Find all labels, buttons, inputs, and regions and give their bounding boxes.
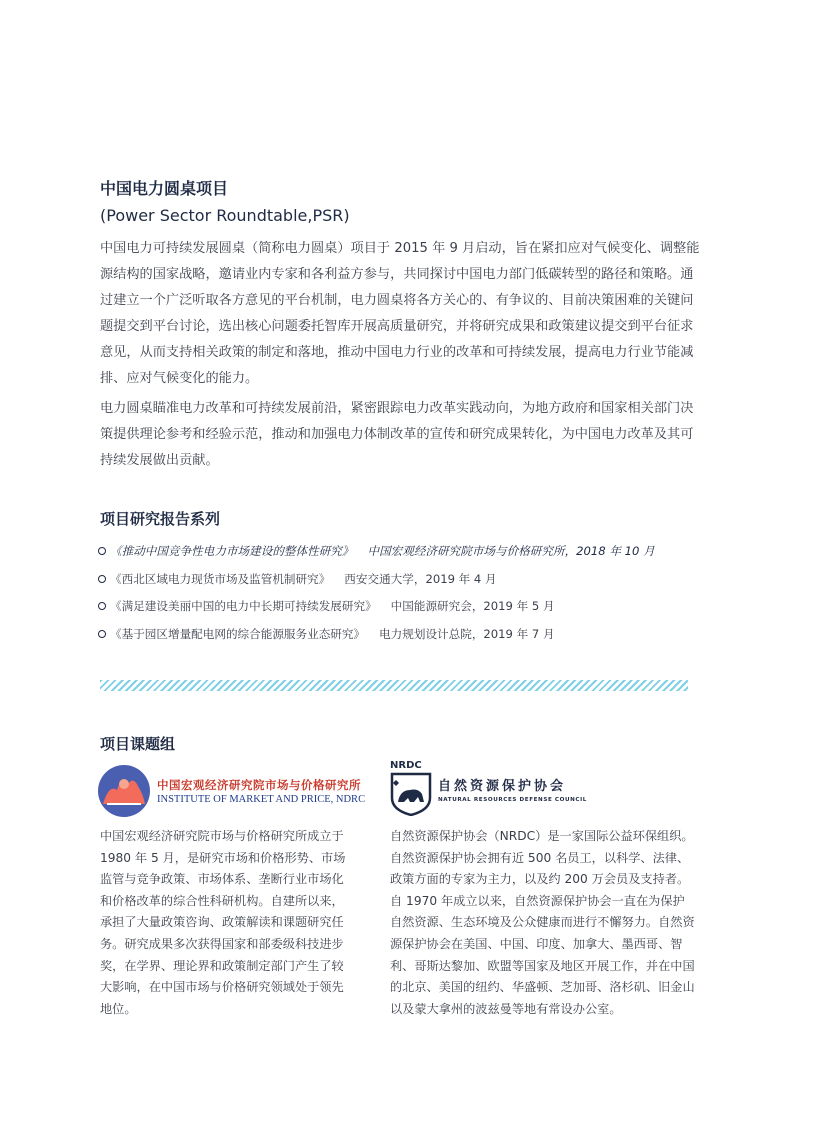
circle-bullet-icon [98,630,106,638]
nrdc-logo-name-en: NATURAL RESOURCES DEFENSE COUNCIL [438,797,587,803]
nrdc-logo-name-cn: 自然资源保护协会 [438,779,567,794]
institute-description: 中国宏观经济研究院市场与价格研究所成立于 1980 年 5 月，是研究市场和价格形势、市场监管与竞争政策、市场体系、垄断行业市场化和价格改革的综合性科研机构。自建所以来，承担了大量政策咨询、政策解读和课题研究任务。研究成果多次获得国家和部委级科技进步奖，在学界、理论界和政策制定部门产生了较大影响，在中国市场与价格研究领域处于领先地位。 [100,829,346,1016]
circle-bullet-icon [98,547,106,555]
page-title: 中国电力圆桌项目 [100,179,229,198]
circle-bullet-icon [98,602,106,610]
nrdc-description: 自然资源保护协会（NRDC）是一家国际公益环保组织。自然资源保护协会拥有近 500 名员工，以科学、法律、政策方面的专家为主力，以及约 200 万会员及支持者。自 1970 年成立以来，自然资源保护协会一直在为保护自然资源、生态环境及公众健康而进行不懈努力。自然资源保护协会在美国、中国、印度、加拿大、墨西哥、智利、哥斯达黎加、欧盟等国家及地区开展工作，并在中国的北京、美国的纽约、华盛顿、芝加哥、洛杉矶、旧金山以及蒙大拿州的波兹曼等地有常设办公室。 [390,829,695,1016]
report-title: 《满足建设美丽中国的电力中长期可持续发展研究》 [110,599,377,613]
report-item [98,626,555,642]
report-title: 《推动中国竞争性电力市场建设的整体性研究》 [110,544,354,558]
reports-heading: 项目研究报告系列 [100,510,221,528]
report-title: 《西北区域电力现货市场及监管机制研究》 [110,572,331,586]
polar-bear-shield-icon [390,772,432,816]
goal-paragraph: 电力圆桌瞄准电力改革和可持续发展前沿，紧密跟踪电力改革实践动向，为地方政府和国家相关部门决策提供理论参考和经验示范，推动和加强电力体制改革的宣传和研究成果转化，为中国电力改革及其可持续发展做出贡献。 [100,401,694,468]
report-publisher: 中国能源研究会，2019 年 5 月 [390,599,555,613]
teams-heading: 项目课题组 [100,735,176,753]
report-item [98,598,555,614]
page-subtitle: (Power Sector Roundtable,PSR) [100,206,350,225]
institute-logo-name-en: INSTITUTE OF MARKET AND PRICE, NDRC [157,794,366,805]
institute-logo-name-cn: 中国宏观经济研究院市场与价格研究所 [157,778,361,792]
hatched-divider [100,680,688,691]
circle-bullet-icon [98,575,106,583]
intro-paragraph: 中国电力可持续发展圆桌（简称电力圆桌）项目于 2015 年 9 月启动，旨在紧扣应对气候变化、调整能源结构的国家战略，邀请业内专家和各利益方参与，共同探讨中国电力部门低碳转型的路径和策略。通过建立一个广泛听取各方意见的平台机制，电力圆桌将各方关心的、有争议的、目前决策困难的关键问题提交到平台讨论，选出核心问题委托智库开展高质量研究，并将研究成果和政策建议提交到平台征求意见，从而支持相关政策的制定和落地，推动中国电力行业的改革和可持续发展，提高电力行业节能减排、应对气候变化的能力。 [100,241,700,386]
report-title: 《基于园区增量配电网的综合能源服务业态研究》 [110,627,366,641]
report-publisher: 西安交通大学，2019 年 4 月 [344,572,497,586]
report-item [98,571,497,587]
report-item [98,543,655,559]
institute-logo-icon [97,764,151,818]
report-publisher: 中国宏观经济研究院市场与价格研究所，2018 年 10 月 [367,544,655,558]
report-publisher: 电力规划设计总院，2019 年 7 月 [379,627,555,641]
nrdc-logo-wordmark: NRDC [390,760,422,771]
